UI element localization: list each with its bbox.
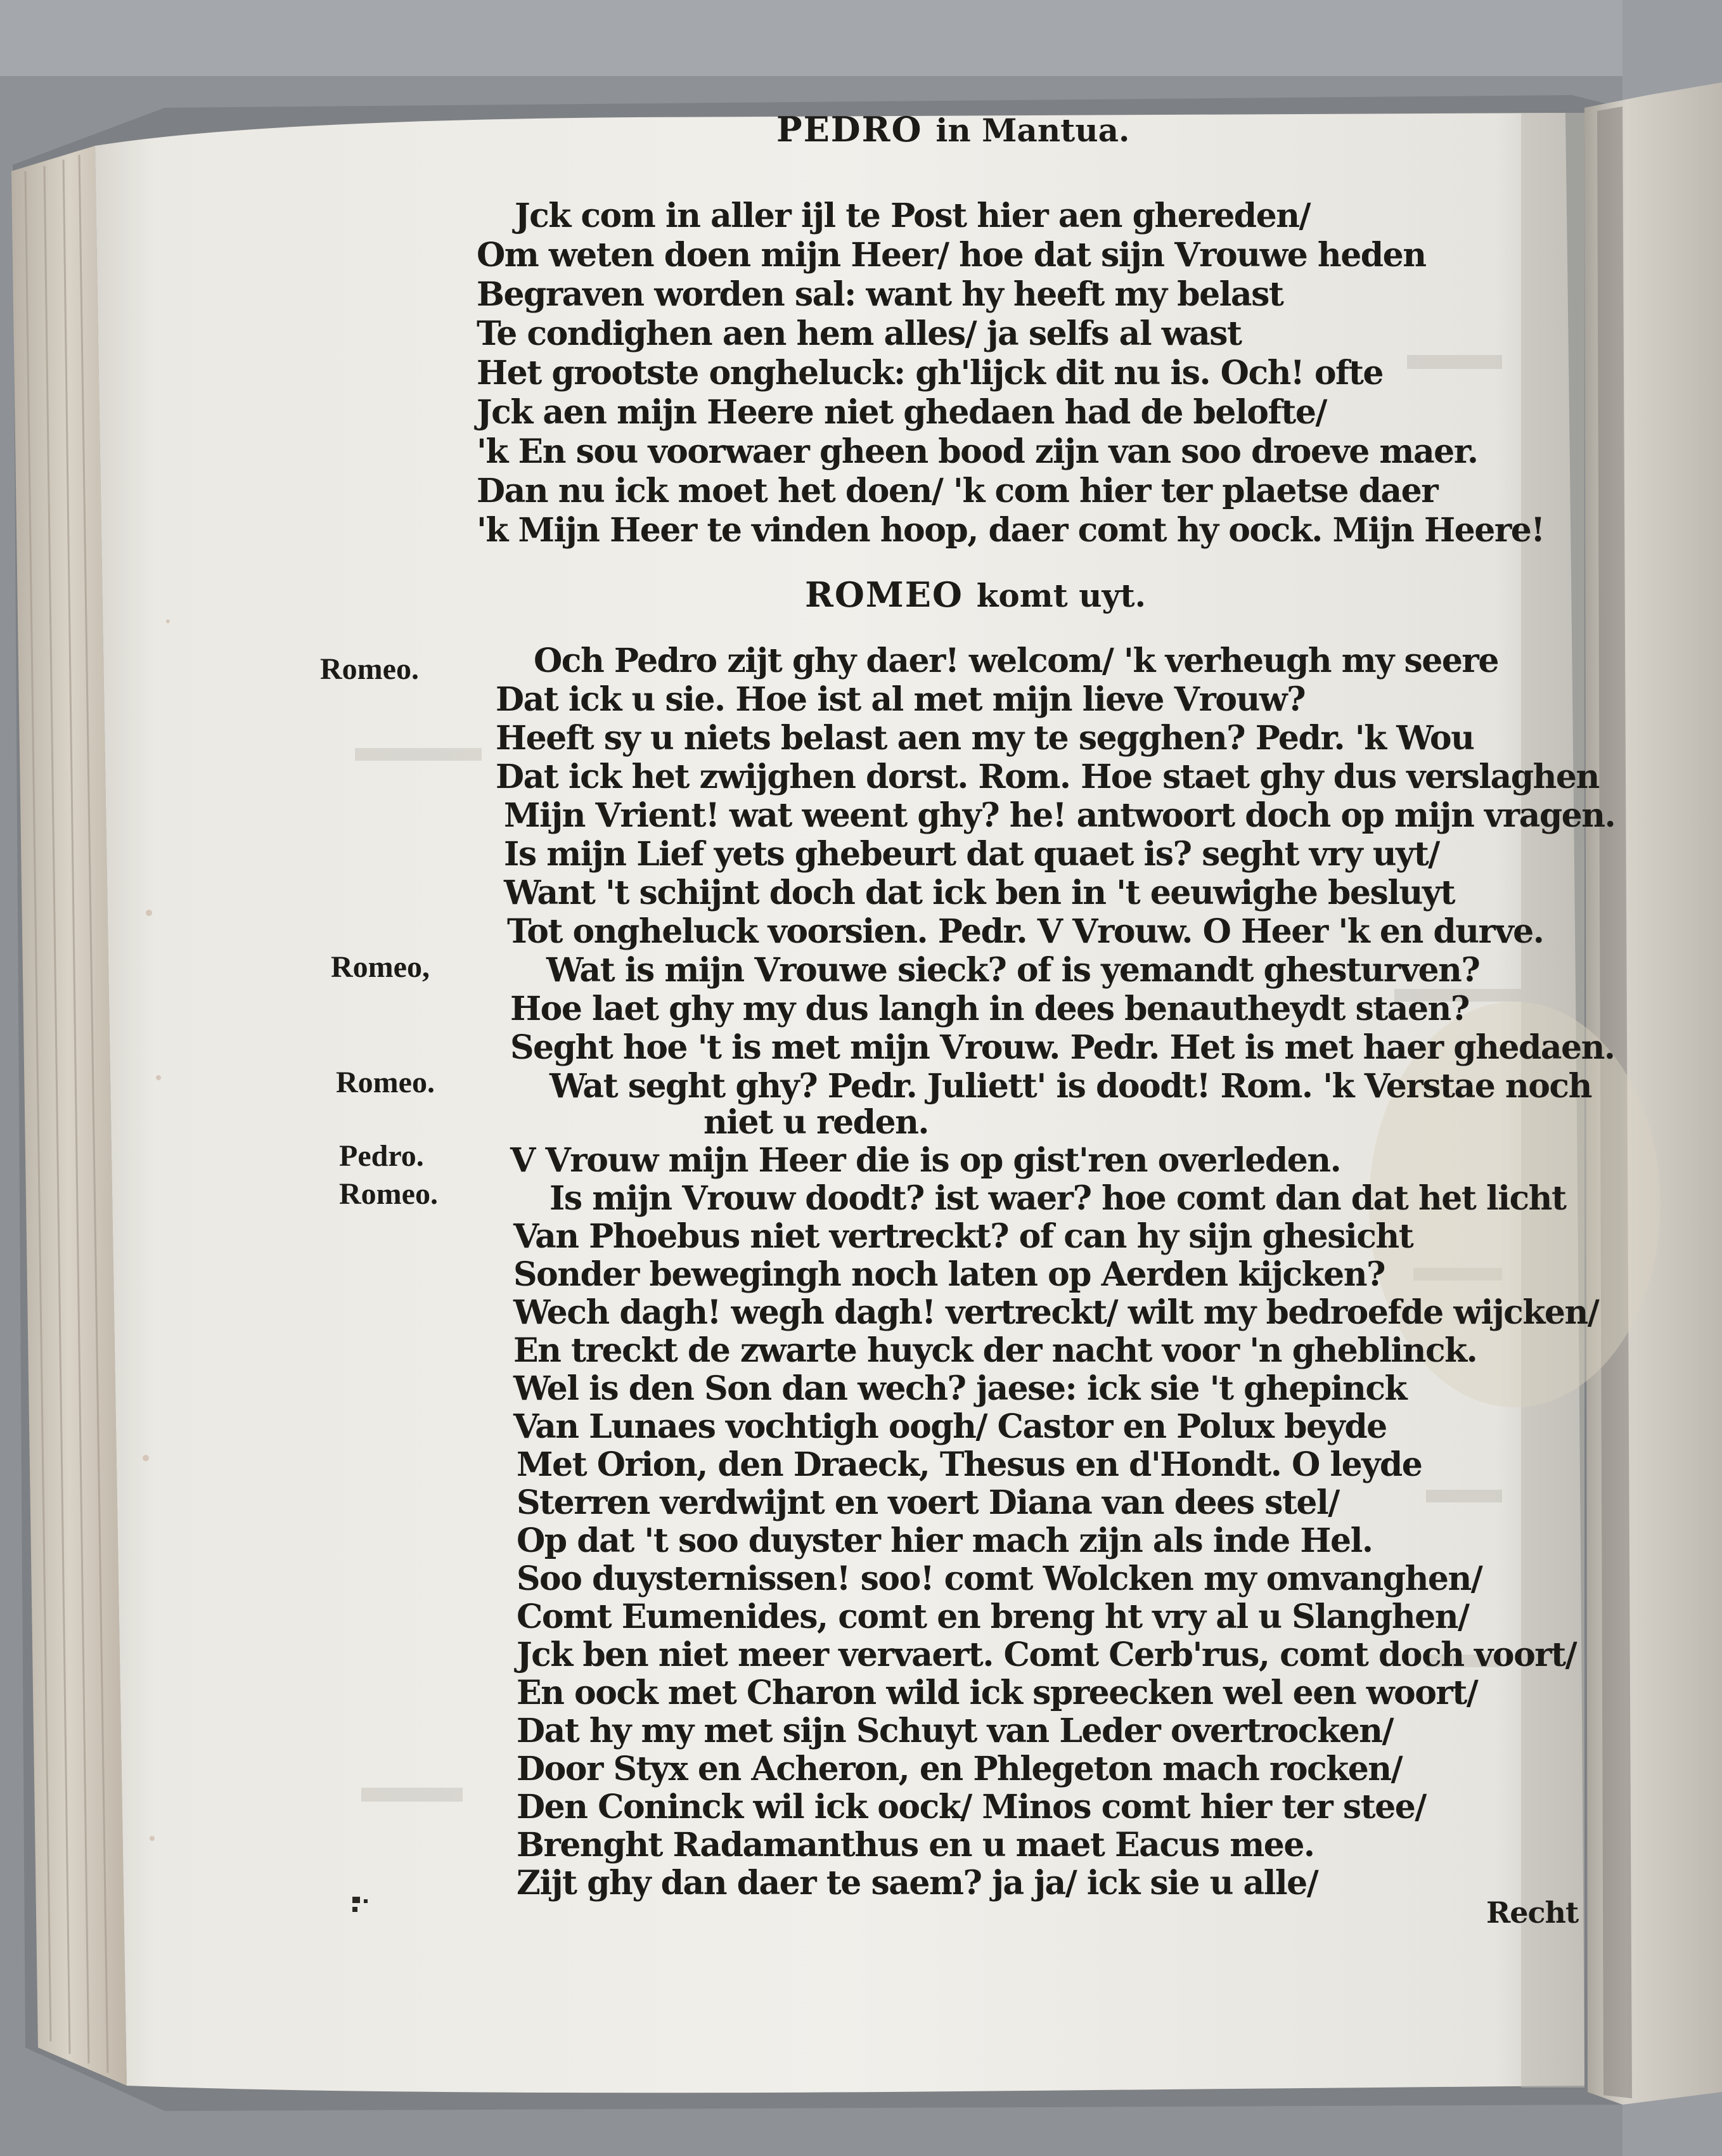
verse-line: Te condighen aen hem alles/ ja selfs al wast xyxy=(477,314,1242,353)
verse-line: Dan nu ick moet het doen/ 'k com hier ter plaetse daer xyxy=(477,472,1438,510)
dialogue-line: Dat hy my met sijn Schuyt van Leder overtrocken/ xyxy=(517,1712,1393,1750)
dialogue-line: Zijt ghy dan daer te saem? ja ja/ ick sie u alle/ xyxy=(517,1864,1318,1902)
dialogue-line: V Vrouw mijn Heer die is op gist'ren overleden. xyxy=(510,1141,1341,1180)
verse-line: 'k En sou voorwaer gheen bood zijn van soo droeve maer. xyxy=(477,432,1478,471)
dialogue-line: Mijn Vrient! wat weent ghy? he! antwoort doch op mijn vragen. xyxy=(504,796,1616,835)
stage-direction-rest: komt uyt. xyxy=(976,577,1147,614)
verse-line: Jck aen mijn Heere niet ghedaen had de belofte/ xyxy=(477,393,1327,432)
dialogue-line: Heeft sy u niets belast aen my te segghen? Pedr. 'k Wou xyxy=(496,719,1474,758)
dialogue-line: Hoe laet ghy my dus langh in dees benautheydt staen? xyxy=(510,990,1469,1028)
verse-line: Begraven worden sal: want hy heeft my belast xyxy=(477,275,1283,314)
dialogue-line: Jck ben niet meer vervaert. Comt Cerb'rus, comt doch voort/ xyxy=(517,1636,1577,1674)
dialogue-line: Door Styx en Acheron, en Phlegeton mach rocken/ xyxy=(517,1750,1403,1788)
stage-direction-name: ROMEO xyxy=(805,574,963,615)
stage-direction xyxy=(805,574,1146,615)
dialogue-line: Seght hoe 't is met mijn Vrouw. Pedr. Het is met haer ghedaen. xyxy=(510,1028,1615,1067)
speaker-label: Pedro. xyxy=(339,1139,424,1173)
verse-line: Om weten doen mijn Heer/ hoe dat sijn Vrouwe heden xyxy=(477,236,1426,274)
dialogue-line: Den Coninck wil ick oock/ Minos comt hier ter stee/ xyxy=(517,1788,1426,1826)
dialogue-line: Soo duysternissen! soo! comt Wolcken my omvanghen/ xyxy=(517,1559,1482,1598)
dialogue-line: Wat is mijn Vrouwe sieck? of is yemandt ghesturven? xyxy=(546,951,1480,990)
dialogue-line: Sterren verdwijnt en voert Diana van dees stel/ xyxy=(517,1483,1339,1522)
dialogue-line: En treckt de zwarte huyck der nacht voor 'n gheblinck. xyxy=(513,1331,1477,1370)
catchword: Recht xyxy=(1486,1895,1579,1930)
dialogue-line: Op dat 't soo duyster hier mach zijn als inde Hel. xyxy=(517,1521,1373,1560)
dialogue-line: Van Lunaes vochtigh oogh/ Castor en Polux beyde xyxy=(513,1407,1387,1446)
dialogue-line: Want 't schijnt doch dat ick ben in 't eeuwighe besluyt xyxy=(504,874,1455,912)
speaker-label: Romeo, xyxy=(331,950,430,984)
running-head-rest: in Mantua. xyxy=(935,112,1130,149)
dialogue-line: Met Orion, den Draeck, Thesus en d'Hondt. O leyde xyxy=(517,1445,1422,1484)
speaker-label: Romeo. xyxy=(336,1066,435,1099)
speaker-label: Romeo. xyxy=(339,1177,438,1211)
dialogue-line: niet u reden. xyxy=(704,1103,929,1142)
dialogue-line: Brenght Radamanthus en u maet Eacus mee. xyxy=(517,1826,1314,1864)
verse-line: Het grootste ongheluck: gh'lijck dit nu is. Och! ofte xyxy=(477,354,1383,392)
dialogue-line: Is mijn Vrouw doodt? ist waer? hoe comt dan dat het licht xyxy=(549,1179,1566,1218)
dialogue-line: Wech dagh! wegh dagh! vertreckt/ wilt my bedroefde wijcken/ xyxy=(513,1293,1599,1332)
verse-line: Jck com in aller ijl te Post hier aen ghereden/ xyxy=(515,197,1311,235)
dialogue-line: Dat ick het zwijghen dorst. Rom. Hoe staet ghy dus verslaghen xyxy=(496,758,1599,796)
dialogue-line: En oock met Charon wild ick spreecken wel een woort/ xyxy=(517,1674,1478,1712)
dialogue-line: Wat seght ghy? Pedr. Juliett' is doodt! Rom. 'k Verstae noch xyxy=(549,1067,1591,1106)
dialogue-line: Is mijn Lief yets ghebeurt dat quaet is? seght vry uyt/ xyxy=(504,835,1439,874)
speaker-label: Romeo. xyxy=(320,652,419,686)
dialogue-line: Tot ongheluck voorsien. Pedr. V Vrouw. O Heer 'k en durve. xyxy=(507,912,1544,951)
running-head xyxy=(776,109,1129,150)
verse-line: 'k Mijn Heer te vinden hoop, daer comt hy oock. Mijn Heere! xyxy=(477,511,1545,550)
dialogue-line: Sonder bewegingh noch laten op Aerden kijcken? xyxy=(513,1255,1385,1294)
dialogue-line: Och Pedro zijt ghy daer! welcom/ 'k verheugh my seere xyxy=(534,642,1498,680)
dialogue-line: Wel is den Son dan wech? jaese: ick sie 't ghepinck xyxy=(513,1369,1407,1408)
dialogue-line: Dat ick u sie. Hoe ist al met mijn lieve Vrouw? xyxy=(496,680,1306,719)
dialogue-line: Comt Eumenides, comt en breng ht vry al u Slanghen/ xyxy=(517,1598,1469,1636)
dialogue-line: Van Phoebus niet vertreckt? of can hy sijn ghesicht xyxy=(513,1217,1413,1256)
running-head-name: PEDRO xyxy=(776,109,923,150)
